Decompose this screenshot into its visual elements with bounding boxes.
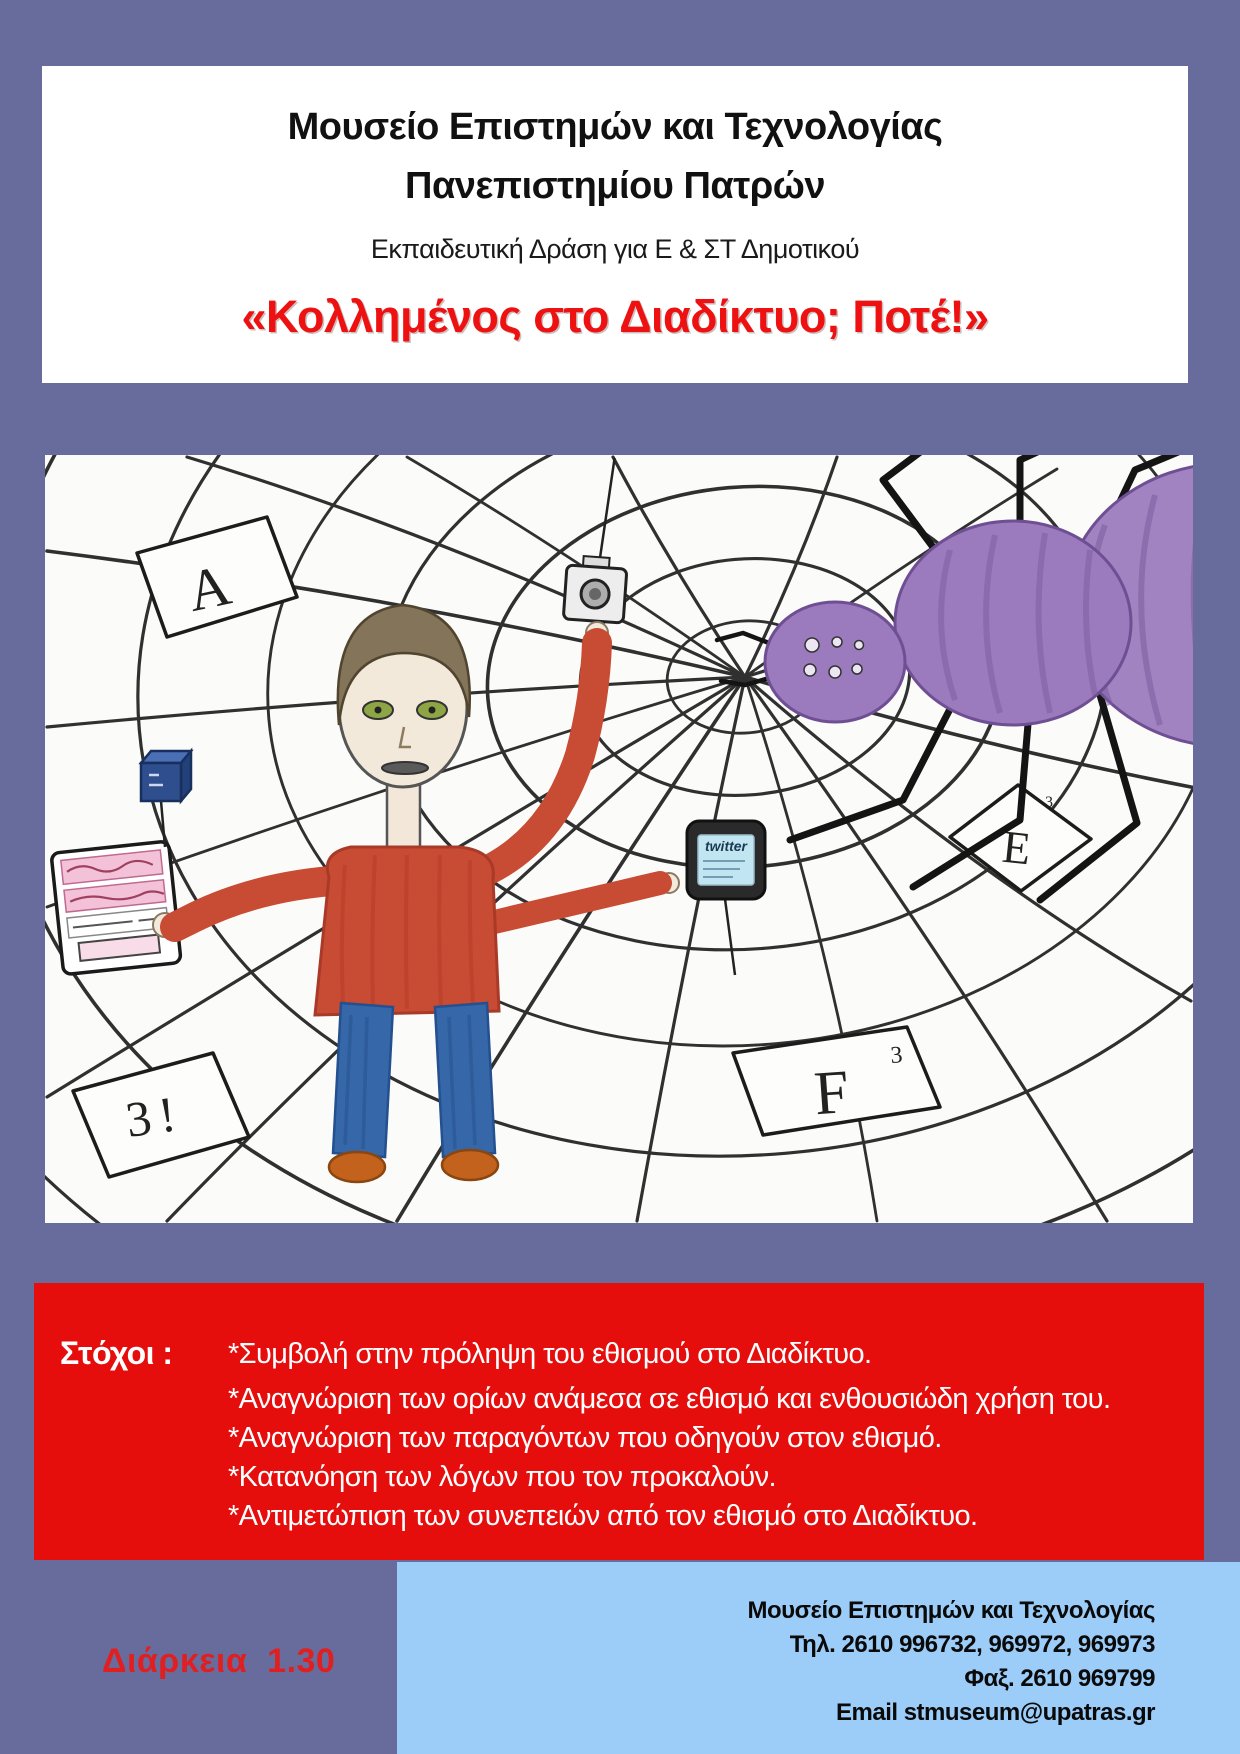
left-shoe — [329, 1152, 385, 1182]
drawing-canvas — [45, 455, 1193, 1223]
twitter-label: twitter — [705, 838, 747, 854]
blue-cube-icon — [141, 751, 191, 847]
goals-label: Στόχοι : — [60, 1335, 173, 1371]
paper-3 — [73, 1053, 249, 1177]
paper-e-superscript: 3 — [1045, 794, 1053, 811]
contact-email: Email stmuseum@upatras.gr — [836, 1699, 1155, 1726]
paper-e-letter: E — [999, 820, 1034, 875]
goal-item: *Κατανόηση των λόγων που τον προκαλούν. — [228, 1461, 776, 1493]
right-shoe — [442, 1150, 498, 1180]
twitter-tablet-icon — [687, 821, 765, 975]
museum-title-line1: Μουσείο Επιστημών και Τεχνολογίας — [287, 106, 943, 148]
spider-body — [765, 463, 1193, 747]
header-box — [42, 66, 1188, 383]
duration-label: Διάρκεια 1.30 — [102, 1642, 336, 1680]
contact-phone: Τηλ. 2610 996732, 969972, 969973 — [789, 1631, 1155, 1658]
side-arm — [490, 883, 660, 923]
goals-list — [228, 1335, 1186, 1560]
contact-box — [397, 1562, 1240, 1754]
goal-item: *Αντιμετώπιση των συνεπειών από τον εθισμό στο Διαδίκτυο. — [228, 1500, 978, 1532]
goals-box — [34, 1283, 1204, 1560]
left-arm — [175, 880, 345, 927]
neck — [387, 783, 420, 851]
jeans — [333, 1003, 495, 1157]
paper-a-letter: A — [181, 551, 237, 625]
paper-3-letter: 3! — [122, 1084, 188, 1148]
goal-item: *Συμβολή στην πρόληψη του εθισμού στο Διαδίκτυο. — [228, 1338, 872, 1370]
spider-web-illustration — [45, 455, 1193, 1223]
paper-f-superscript: 3 — [889, 1042, 904, 1069]
paper-a — [137, 517, 297, 637]
event-title: «Κολλημένος στο Διαδίκτυο; Ποτέ!» — [241, 291, 989, 342]
contact-museum-name: Μουσείο Επιστημών και Τεχνολογίας — [747, 1597, 1155, 1624]
contact-fax: Φαξ. 2610 969799 — [964, 1665, 1155, 1692]
header-subtitle: Εκπαιδευτική Δράση για Ε & ΣΤ Δημοτικού — [370, 234, 860, 264]
paper-f-letter: F — [812, 1057, 852, 1129]
goal-item: *Αναγνώριση των ορίων ανάμεσα σε εθισμό και ενθουσιώδη χρήση του. — [228, 1383, 1111, 1415]
smartphone-icon — [51, 841, 181, 975]
right-arm — [465, 643, 597, 880]
museum-title-line2: Πανεπιστημίου Πατρών — [405, 165, 825, 207]
goal-item: *Αναγνώριση των παραγόντων που οδηγούν στον εθισμό. — [228, 1422, 942, 1454]
